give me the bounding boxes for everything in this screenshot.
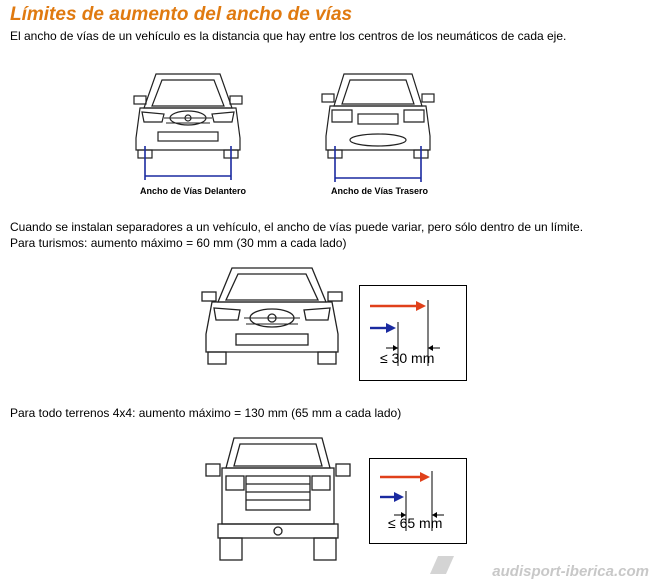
spacers-text: Cuando se instalan separadores a un vehículo, el ancho de vías puede variar, pero sólo dentro de un límite.: [10, 220, 584, 234]
watermark: audisport-iberica.com: [492, 563, 649, 580]
blue-arrowhead: [394, 492, 404, 502]
suv-text: Para todo terrenos 4x4: aumento máximo = 130 mm (65 mm a cada lado): [10, 406, 402, 420]
red-arrowhead: [416, 301, 426, 311]
watermark-logo-icon: [428, 554, 454, 576]
suv-spacer-diagram: [369, 458, 467, 544]
blue-arrowhead: [386, 323, 396, 333]
suv-max-dimension: ≤ 65 mm: [388, 515, 443, 531]
rear-track-label: Ancho de Vías Trasero: [331, 186, 429, 196]
car-front-illustration: [128, 68, 248, 190]
intro-text: El ancho de vías de un vehículo es la distancia que hay entre los centros de los neumáticos de cada eje.: [10, 29, 567, 43]
car-rear-illustration: [318, 70, 438, 190]
suv-illustration: [200, 432, 356, 564]
sedan-illustration: [198, 262, 346, 376]
cars-spacer-diagram: [359, 285, 467, 381]
red-arrowhead: [420, 472, 430, 482]
cars-max-dimension: ≤ 30 mm: [380, 350, 435, 366]
front-track-label: Ancho de Vías Delantero: [140, 186, 247, 196]
cars-text: Para turismos: aumento máximo = 60 mm (30 mm a cada lado): [10, 236, 347, 250]
page-title: Límites de aumento del ancho de vías: [10, 4, 353, 25]
